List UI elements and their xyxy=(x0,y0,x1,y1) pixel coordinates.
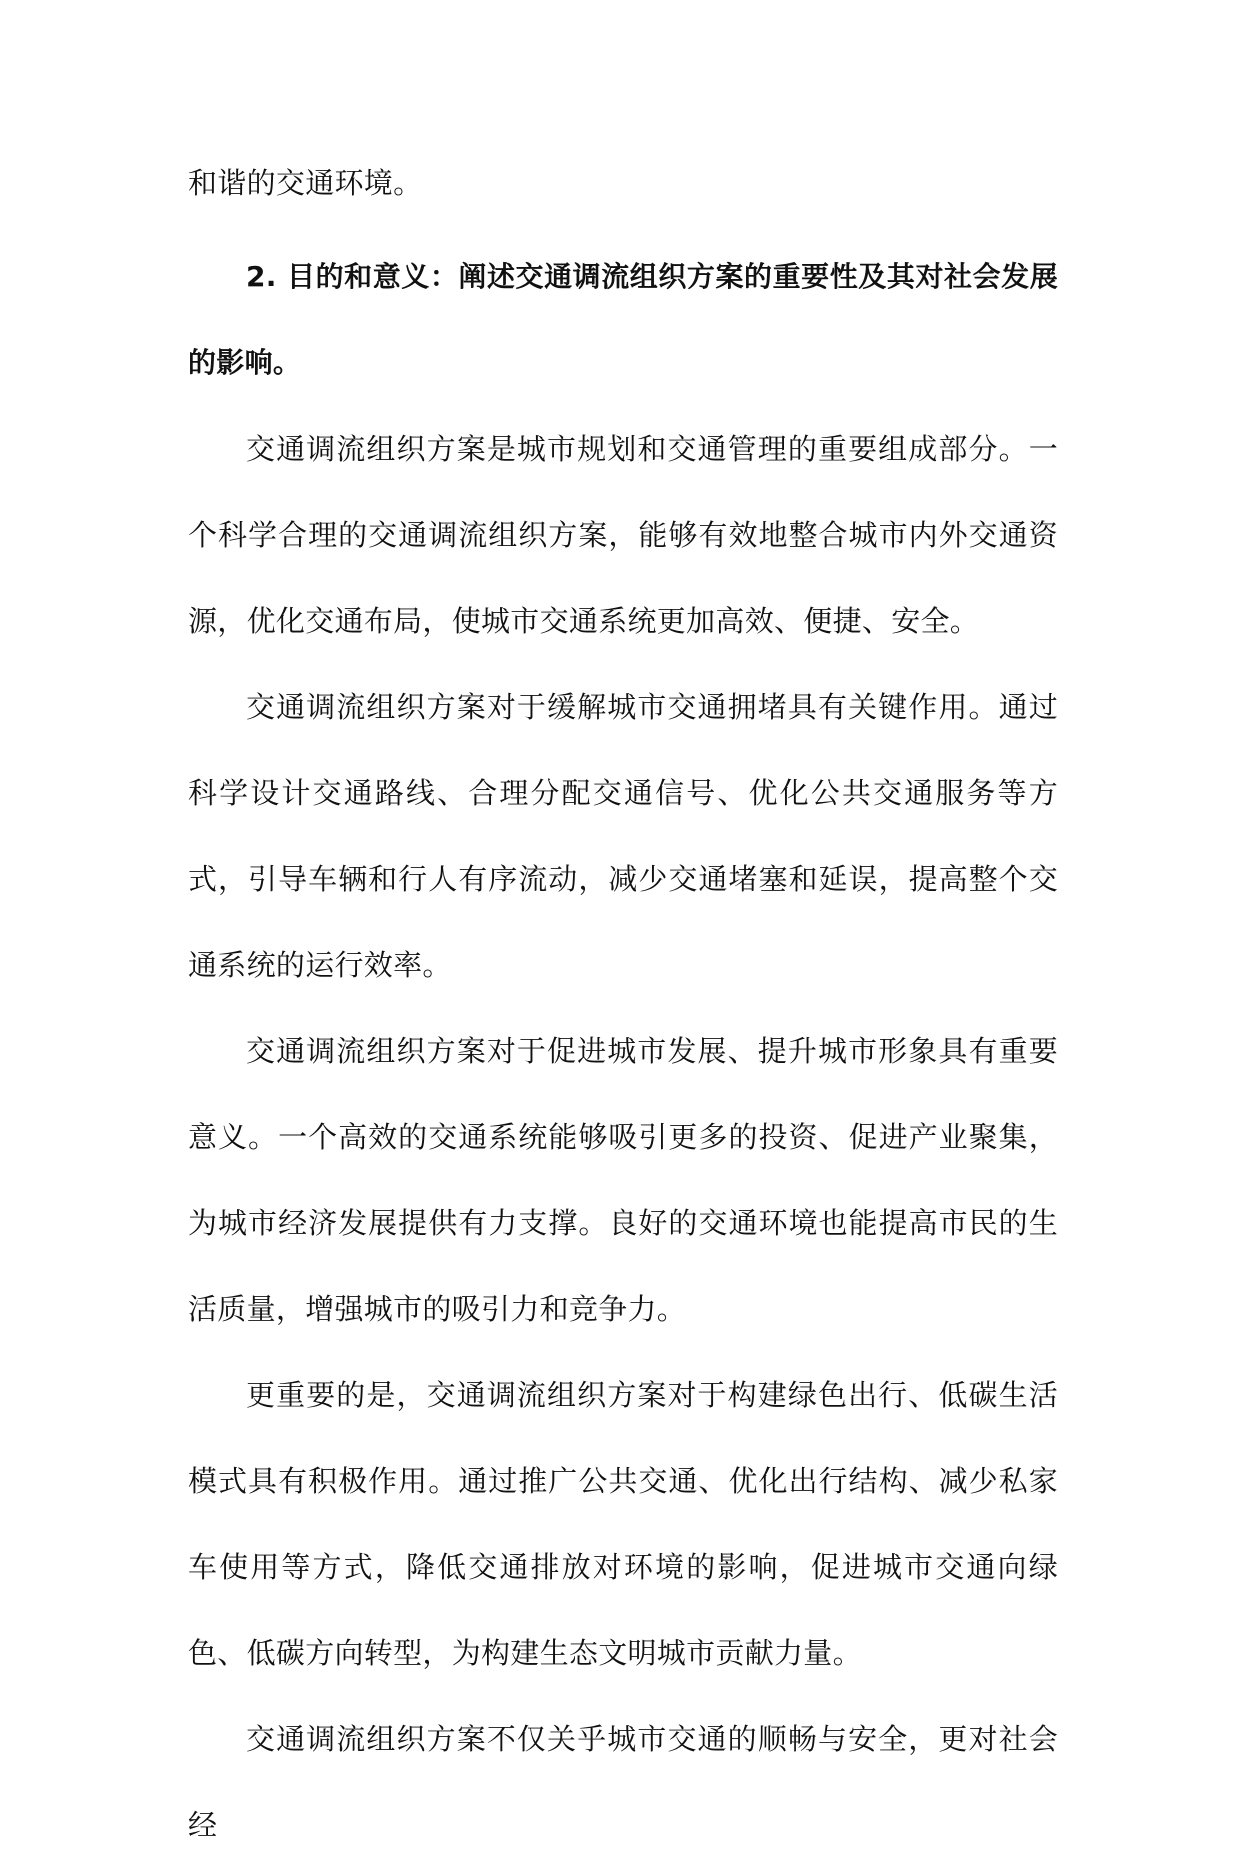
paragraph-3: 交通调流组织方案对于促进城市发展、提升城市形象具有重要意义。一个高效的交通系统能够吸引更多的投资、促进产业聚集，为城市经济发展提供有力支撑。良好的交通环境也能提高市民的生活质量，增强城市的吸引力和竞争力。 xyxy=(188,1034,1058,1326)
section-heading: 2. 目的和意义：阐述交通调流组织方案的重要性及其对社会发展的影响。 xyxy=(188,260,1058,379)
paragraph-continuation: 和谐的交通环境。 xyxy=(188,166,423,200)
paragraph-4: 更重要的是，交通调流组织方案对于构建绿色出行、低碳生活模式具有积极作用。通过推广公共交通、优化出行结构、减少私家车使用等方式，降低交通排放对环境的影响，促进城市交通向绿色、低碳方向转型，为构建生态文明城市贡献力量。 xyxy=(188,1378,1058,1670)
paragraph-5: 交通调流组织方案不仅关乎城市交通的顺畅与安全，更对社会经 xyxy=(188,1722,1058,1842)
document-body xyxy=(188,140,1058,1868)
paragraph-2: 交通调流组织方案对于缓解城市交通拥堵具有关键作用。通过科学设计交通路线、合理分配交通信号、优化公共交通服务等方式，引导车辆和行人有序流动，减少交通堵塞和延误，提高整个交通系统的运行效率。 xyxy=(188,690,1058,982)
paragraph-1: 交通调流组织方案是城市规划和交通管理的重要组成部分。一个科学合理的交通调流组织方案，能够有效地整合城市内外交通资源，优化交通布局，使城市交通系统更加高效、便捷、安全。 xyxy=(188,432,1058,638)
